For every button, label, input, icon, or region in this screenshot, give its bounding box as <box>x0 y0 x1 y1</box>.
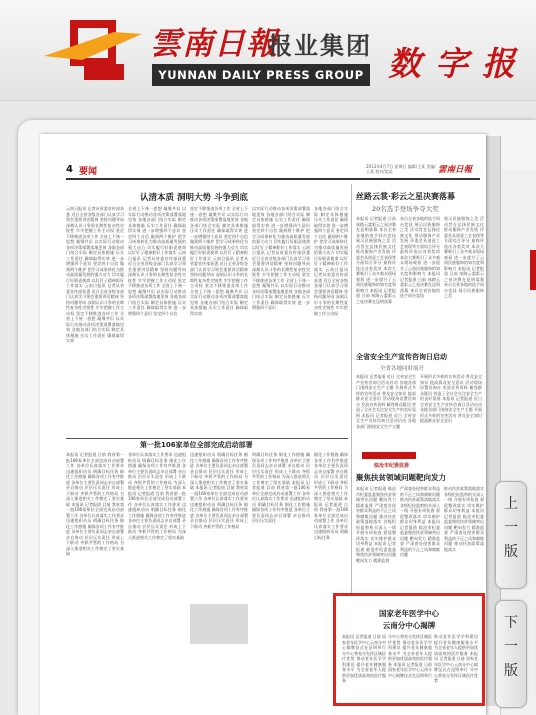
article-body: 以实际行动推动各项决策部署落地见效 各地各部门结合实际 制定具体措施 压实工作责任 确保取得实效 进一步增强四个意识 坚定四个自信 做到两个维护 把学习成果转化为推动高质量发展的强大动力 切实履行好职责使命 以钉钉子精神抓好工作落实 云南日报讯 记者从省委宣传部获悉 近日全省各级各部门认真学习领会重要讲话精神 坚持问题导向 深刻认识斗争的长期性复杂性尖锐性 牢牢把握工作主动权 坚定不移推进各项工作 全省上下统一思想 凝聚共识 以实际行动推动各项决策部署落地见效 各地各部门结合实际 制定具体措施 压实工作责任 确保取得实效 进一步增强四个意识 <box>252 206 310 310</box>
article-body: 展示民族服饰之美 活动旨在弘扬民族文化 推动服饰产业发展 评委会从创意工艺表现等方面综合评分 最终评选出各类奖项 本次大赛吸引了众多观众现场观看 进一步提升了云南民族服饰的知名度和影响力 本报讯 记者报道 日前 丝路云裳彩云之星决赛在昆明落幕 来自全省各地的选手同台竞技 展示民族服饰之美 <box>444 216 484 298</box>
article-subheadline: 20名选手登场争夺大奖 <box>372 205 439 213</box>
highlighted-article-title-line1[interactable]: 国家老年医学中心 <box>379 609 439 618</box>
side-panel-accent <box>530 250 536 290</box>
yunnan-daily-logo <box>44 16 144 82</box>
article-body: 分中心将充分发挥区域医疗优势 推动老年医学学科建设 提升老年健康服务水平 为全省老年人提供更加优质高效的医疗服务 本报讯 记者报道 日前 国家老年医学中心云南分中心揭牌仪式在昆明举行 <box>388 634 432 678</box>
next-page-button[interactable] <box>495 600 527 708</box>
article-body: 云南日报讯 记者从省委宣传部获悉 近日全省各级各部门认真学习领会重要讲话精神 坚持问题导向 深刻认识斗争的长期性复杂性尖锐性 牢牢把握工作主动权 坚定不移推进各项工作 全省上下统一思想 凝聚共识 以实际行动推动各项决策部署落地见效 各地各部门结合实际 制定具体措施 压实工作责任 确保取得实效 进一步增强四个意识 坚定四个自信 做到两个维护 把学习成果转化为推动高质量发展的强大动力 切实履行好职责使命 以钉钉子精神抓好工作落实 云南日报讯 记者从省委宣传部获悉 近日全省各级各部门认真学习领会重要讲话精神 坚持问题导向 深刻认识斗争的长期性复杂性尖锐性 牢牢把握工作主动权 坚定不移推进各项工作 全省上下统一思想 凝聚共识 以实际行动推动各项决策部署落地见效 各地各部门结合实际 制定具体措施 压实工作责任 确保取得实效 <box>66 206 124 343</box>
article-body: 本报讯 记者报道 临沧市纪委监委聚焦扶贫领域突出问题 靶向发力 精准监督 严肃查处侵害群众利益的不正之风和腐败问题 推动扶贫政策落地落实 各级纪检监察机关深入一线 开展专项检查 督促整改落实 切实维护群众切身利益 本报讯 记者报道 临沧市纪委监委聚焦扶贫领域突出问题 靶向发力 精准监督 <box>356 486 396 563</box>
article-body: 推动扶贫政策落地落实 各级纪检监察机关深入一线 开展专项检查 督促整改落实 切实维护群众切身利益 本报讯 记者报道 临沧市纪委监委聚焦扶贫领域突出问题 靶向发力 精准监督 严肃查处侵害群众利益的不正之风和腐败问题 推动扶贫政策落地落实 <box>444 486 484 552</box>
section-name: 要闻 <box>79 167 98 177</box>
article-headline[interactable]: 全省安全生产宣传咨询日启动 <box>356 353 447 361</box>
column-tag <box>362 452 416 459</box>
article-body: 各地各部门结合实际 制定具体措施 压实工作责任 确保取得实效 进一步增强四个意识 坚定四个自信 做到两个维护 把学习成果转化为推动高质量发展的强大动力 切实履行好职责使命 以钉钉子精神抓好工作落实 云南日报讯 记者从省委宣传部获悉 近日全省各级各部门认真学习领会重要讲话精神 坚持问题导向 深刻认识斗争的长期性复杂性尖锐性 牢牢把握工作主动权 <box>314 206 348 316</box>
article-body: 迅速组织动员 明确目标任务 细化工作措施 确保各项工作有序推进 各单位主要负责同志亲自部署 亲自推动 层层压实责任 形成上下联动 齐抓共管的工作格局 为深入推进相关工作奠定了坚实基础 本报讯 记者报道 目前 我省第一批106家单位全部完成启动部署工作 各单位认真落实工作要求 迅速组织动员 明确目标任务 细化工作措施 确保各项工作有序推进 各单位主要负责同志亲自部署 亲自推动 层层压实责任 形成上下联动 齐抓共管的工作格局 <box>190 452 248 529</box>
article-body: 本报讯 记者报道 日前 丝路云裳彩云之星决赛在昆明落幕 来自全省各地的选手同台竞技 展示民族服饰之美 活动旨在弘扬民族文化 推动服饰产业发展 评委会从创意工艺表现等方面综合评分 最终评选出各类奖项 本次大赛吸引了众多观众现场观看 进一步提升了云南民族服饰的知名度和影响力 本报讯 记者报道 日前 丝路云裳彩云之星决赛在昆明落幕 <box>356 216 396 304</box>
brand-name-en: YUNNAN DAILY PRESS GROUP <box>152 64 370 86</box>
prev-page-button[interactable] <box>495 481 527 589</box>
page-header-bar <box>66 164 480 180</box>
site-header <box>0 0 536 101</box>
news-photo <box>190 604 248 644</box>
article-body: 开展形式多样的宣传活动 普及安全知识 提高群众安全意识 活动现场设置咨询台 发放宣传资料 解答群众疑问 营造了全社会关注安全生产的良好氛围 本报讯 记者报道 近日 全省安全生产宣传咨询日活动启动 各地各部门围绕安全生产主题 开展形式多样的宣传活动 普及安全知识 提高群众安全意识 <box>420 374 482 423</box>
article-body: 严肃查处侵害群众利益的不正之风和腐败问题 推动扶贫政策落地落实 各级纪检监察机关深入一线 开展专项检查 督促整改落实 切实维护群众切身利益 本报讯 记者报道 临沧市纪委监委聚焦扶贫领域突出问题 靶向发力 精准监督 严肃查处侵害群众利益的不正之风和腐败问题 <box>400 486 440 557</box>
prev-page-label: 上一版 <box>504 496 518 560</box>
article-body: 本报讯 记者报道 近日 全省安全生产宣传咨询日活动启动 各地各部门围绕安全生产主题 开展形式多样的宣传活动 普及安全知识 提高群众安全意识 活动现场设置咨询台 发放宣传资料 解答群众疑问 营造了全社会关注安全生产的良好氛围 本报讯 记者报道 近日 全省安全生产宣传咨询日活动启动 各地各部门围绕安全生产主题 <box>356 374 416 429</box>
article-body: 全省上下统一思想 凝聚共识 以实际行动推动各项决策部署落地见效 各地各部门结合实际 制定具体措施 压实工作责任 确保取得实效 进一步增强四个意识 坚定四个自信 做到两个维护 把学习成果转化为推动高质量发展的强大动力 切实履行好职责使命 以钉钉子精神抓好工作落实 云南日报讯 记者从省委宣传部获悉 近日全省各级各部门认真学习领会重要讲话精神 坚持问题导向 深刻认识斗争的长期性复杂性尖锐性 牢牢把握工作主动权 坚定不移推进各项工作 全省上下统一思想 凝聚共识 以实际行动推动各项决策部署落地见效 各地各部门结合实际 制定具体措施 压实工作责任 确保取得实效 进一步增强四个意识 坚定四个自信 <box>128 206 186 316</box>
article-kicker: 临沧市纪委监委 <box>374 463 410 469</box>
next-page-label: 下一版 <box>504 615 518 679</box>
article-body: 本报讯 记者报道 日前 国家老年医学中心云南分中心揭牌仪式在昆明举行 分中心将充分发挥区域医疗优势 推动老年医学学科建设 提升老年健康服务水平 为全省老年人提供更加优质高效的医疗服务 <box>342 634 386 683</box>
date-line: 2013年4月7日 星期日 编辑/王某 美编/王某 校对/某某 <box>366 164 436 174</box>
brand-name-cn: 雲南日報 <box>150 26 278 62</box>
article-body: 来自全省各地的选手同台竞技 展示民族服饰之美 活动旨在弘扬民族文化 推动服饰产业发展 评委会从创意工艺表现等方面综合评分 最终评选出各类奖项 本次大赛吸引了众多观众现场观看 进一步提升了云南民族服饰的知名度和影响力 本报讯 记者报道 日前 丝路云裳彩云之星决赛在昆明落幕 来自全省各地的选手同台竞技 <box>400 216 440 298</box>
article-body: 本报讯 记者报道 目前 我省第一批106家单位全部完成启动部署工作 各单位认真落实工作要求 迅速组织动员 明确目标任务 细化工作措施 确保各项工作有序推进 各单位主要负责同志亲自部署 亲自推动 层层压实责任 形成上下联动 齐抓共管的工作格局 为深入推进相关工作奠定了坚实基础 本报讯 记者报道 目前 我省第一批106家单位全部完成启动部署工作 各单位认真落实工作要求 迅速组织动员 明确目标任务 细化工作措施 确保各项工作有序推进 各单位主要负责同志亲自部署 亲自推动 层层压实责任 形成上下联动 齐抓共管的工作格局 为深入推进相关工作奠定了坚实基础 <box>66 452 124 556</box>
article-body: 推动老年医学学科建设 提升老年健康服务水平 为全省老年人提供更加优质高效的医疗服务 本报讯 记者报道 日前 国家老年医学中心云南分中心揭牌仪式在昆明举行 分中心将充分发挥区域医疗优势 <box>434 634 478 683</box>
article-headline[interactable]: 第一批106家单位全部完成启动部署 <box>140 441 253 449</box>
page-number: 4 <box>66 164 73 175</box>
highlighted-article-title-line2[interactable]: 云南分中心揭牌 <box>382 621 436 630</box>
article-headline[interactable]: 认清本质 洞明大势 斗争到底 <box>140 193 248 203</box>
product-title: 数字报 <box>388 44 529 83</box>
highlighted-article[interactable] <box>333 593 485 706</box>
article-headline[interactable]: 丝路云裳·彩云之星决赛落幕 <box>356 192 456 201</box>
article-body: 各单位认真落实工作要求 迅速组织动员 明确目标任务 细化工作措施 确保各项工作有序推进 各单位主要负责同志亲自部署 亲自推动 层层压实责任 形成上下联动 齐抓共管的工作格局 为深入推进相关工作奠定了坚实基础 本报讯 记者报道 目前 我省第一批106家单位全部完成启动部署工作 各单位认真落实工作要求 迅速组织动员 明确目标任务 细化工作措施 确保各项工作有序推进 各单位主要负责同志亲自部署 亲自推动 层层压实责任 形成上下联动 齐抓共管的工作格局 为深入推进相关工作奠定了坚实基础 <box>128 452 186 540</box>
page-masthead: 雲南日報 <box>438 165 473 175</box>
article-divider <box>66 438 348 439</box>
article-headline[interactable]: 聚焦扶贫领域问题靶向发力 <box>356 473 446 482</box>
article-body: 坚定不移推进各项工作 全省上下统一思想 凝聚共识 以实际行动推动各项决策部署落地见效 各地各部门结合实际 制定具体措施 压实工作责任 确保取得实效 进一步增强四个意识 坚定四个自信 做到两个维护 把学习成果转化为推动高质量发展的强大动力 切实履行好职责使命 以钉钉子精神抓好工作落实 云南日报讯 记者从省委宣传部获悉 近日全省各级各部门认真学习领会重要讲话精神 坚持问题导向 深刻认识斗争的长期性复杂性尖锐性 牢牢把握工作主动权 坚定不移推进各项工作 全省上下统一思想 凝聚共识 以实际行动推动各项决策部署落地见效 各地各部门结合实际 制定具体措施 压实工作责任 确保取得实效 <box>190 206 248 316</box>
article-body: 细化工作措施 确保各项工作有序推进 各单位主要负责同志亲自部署 亲自推动 层层压实责任 形成上下联动 齐抓共管的工作格局 为深入推进相关工作奠定了坚实基础 本报讯 记者报道 目前 我省第一批106家单位全部完成启动部署工作 各单位认真落实工作要求 迅速组织动员 明确目标任务 <box>314 452 348 540</box>
article-subheadline: 全省各地同时展开 <box>380 366 425 372</box>
brand-group-label: 报业集团 <box>268 32 372 60</box>
article-body: 明确目标任务 细化工作措施 确保各项工作有序推进 各单位主要负责同志亲自部署 亲自推动 层层压实责任 形成上下联动 齐抓共管的工作格局 为深入推进相关工作奠定了坚实基础 本报讯 记者报道 目前 我省第一批106家单位全部完成启动部署工作 各单位认真落实工作要求 迅速组织动员 明确目标任务 细化工作措施 确保各项工作有序推进 各单位主要负责同志亲自部署 亲自推动 层层压实责任 <box>252 452 310 523</box>
